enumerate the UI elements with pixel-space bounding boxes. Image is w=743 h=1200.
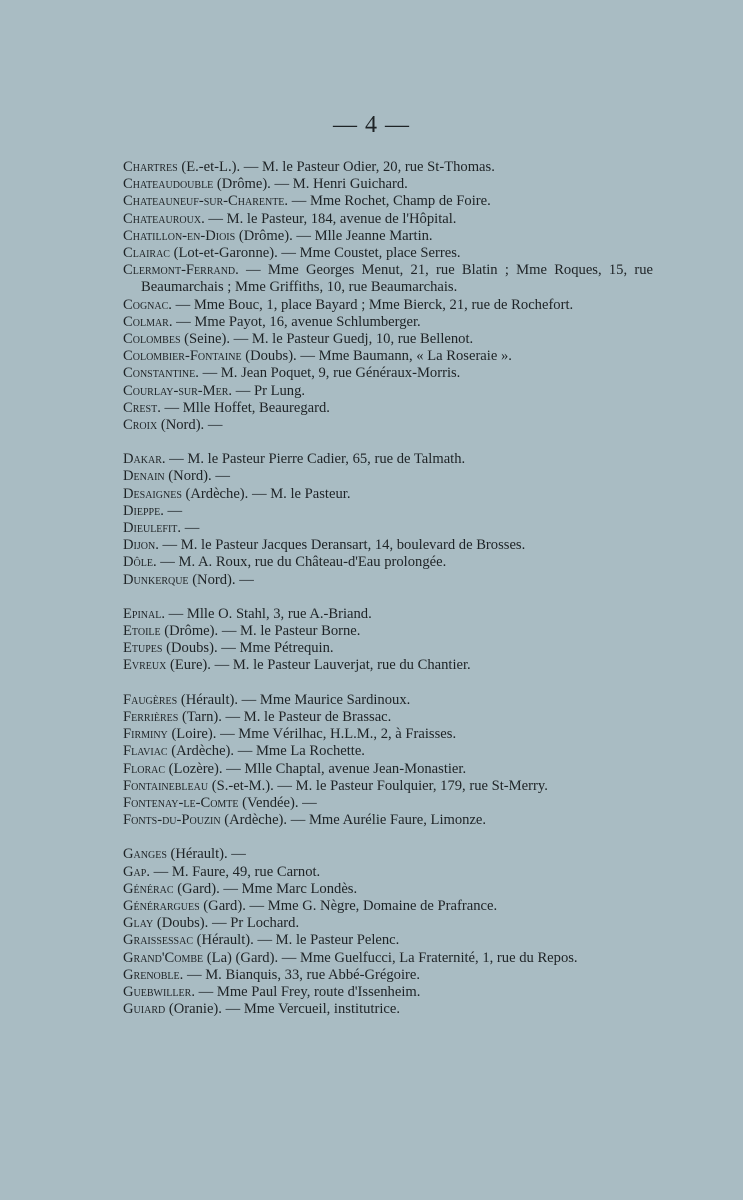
place-name: Flaviac (123, 743, 168, 760)
place-name: Fontainebleau (123, 777, 209, 794)
directory-entry (123, 1001, 653, 1018)
directory-entry (123, 795, 653, 812)
place-name: Dôle (123, 554, 153, 571)
directory-entry (123, 365, 653, 382)
entry-details: . — M. Faure, 49, rue Carnot. (146, 863, 321, 880)
page-number: — 4 — (333, 112, 410, 138)
directory-entry (123, 915, 653, 932)
directory-entry (123, 297, 653, 314)
place-name: Desaignes (123, 485, 182, 502)
directory-entry (123, 331, 653, 348)
entry-details: (Hérault). — (166, 846, 246, 863)
directory-entry (123, 503, 653, 520)
entry-details: (La) (Gard). — Mme Guelfucci, La Fraternité, 1, rue du Repos. (203, 949, 578, 966)
directory-entry (123, 468, 653, 485)
directory-entry (123, 726, 653, 743)
directory-entry (123, 950, 653, 967)
entry-details: . — Mlle Hoffet, Beauregard. (157, 399, 330, 416)
entry-details: (Doubs). — Mme Baumann, « La Roseraie ». (241, 348, 512, 365)
directory-entry (123, 159, 653, 176)
entry-details: (Loire). — Mme Vérilhac, H.L.M., 2, à Fraisses. (167, 726, 457, 743)
entry-details: (Oranie). — Mme Vercueil, institutrice. (165, 1001, 401, 1018)
directory-entry (123, 176, 653, 193)
entry-details: . — M. A. Roux, rue du Château-d'Eau prolongée. (152, 554, 447, 571)
entry-details: (Hérault). — M. le Pasteur Pelenc. (193, 932, 400, 949)
directory-entry (123, 537, 653, 554)
place-name: Ganges (123, 846, 167, 863)
directory-entry (123, 881, 653, 898)
entry-details: . — (177, 520, 200, 537)
place-name: Graissessac (123, 932, 194, 949)
entry-details: . — Pr Lung. (228, 382, 306, 399)
entry-details: (Nord). — (157, 417, 223, 434)
place-name: Clairac (123, 245, 170, 262)
place-name: Croix (123, 417, 158, 434)
directory-entry (123, 193, 653, 210)
entry-details: (Nord). — (188, 571, 254, 588)
entry-details: (Seine). — M. le Pasteur Guedj, 10, rue Bellenot. (180, 331, 474, 348)
entry-details: (Hérault). — Mme Maurice Sardinoux. (177, 691, 411, 708)
entry-details: . — Mme Bouc, 1, place Bayard ; Mme Bierck, 21, rue de Rochefort. (168, 296, 574, 313)
entry-details: (E.-et-L.). — M. le Pasteur Odier, 20, rue St-Thomas. (177, 159, 495, 175)
place-name: Clermont-Ferrand (123, 262, 236, 279)
entry-details: . — Mme Paul Frey, route d'Issenheim. (191, 983, 421, 1000)
place-name: Chateauroux (123, 210, 202, 227)
entry-details: . — M. le Pasteur Pierre Cadier, 65, rue de Talmath. (161, 451, 466, 468)
entry-details: . — Mme Rochet, Champ de Foire. (284, 193, 491, 210)
place-name: Grenoble (123, 966, 180, 983)
place-name: Colmar (123, 313, 169, 330)
place-name: Chatillon-en-Diois (123, 227, 236, 244)
place-name: Courlay-sur-Mer (123, 382, 229, 399)
place-name: Fonts-du-Pouzin (123, 812, 221, 829)
entry-details: (Vendée). — (238, 794, 317, 811)
place-name: Epinal (123, 605, 162, 622)
entry-details: . — Mlle O. Stahl, 3, rue A.-Briand. (161, 605, 372, 622)
directory-entry (123, 572, 653, 589)
place-name: Grand'Combe (123, 949, 204, 966)
entry-details: (Gard). — Mme Marc Londès. (173, 880, 358, 897)
place-name: Colombier-Fontaine (123, 348, 242, 365)
entry-details: (Nord). — (164, 468, 230, 485)
directory-entry (123, 211, 653, 228)
place-name: Etoile (123, 623, 161, 640)
place-name: Guiard (123, 1001, 166, 1018)
place-name: Etupes (123, 640, 163, 657)
directory-entry (123, 400, 653, 417)
entry-details: (Gard). — Mme G. Nègre, Domaine de Prafrance. (199, 897, 498, 914)
place-name: Crest (123, 399, 158, 416)
directory-entry (123, 846, 653, 863)
entry-details: . — Mme Payot, 16, avenue Schlumberger. (168, 313, 421, 330)
place-name: Générargues (123, 897, 200, 914)
place-name: Faugères (123, 691, 178, 708)
directory-entry (123, 314, 653, 331)
directory-entry (123, 640, 653, 657)
entry-details: (Ardèche). — Mme La Rochette. (167, 743, 365, 760)
place-name: Florac (123, 760, 166, 777)
directory-entry (123, 520, 653, 537)
place-name: Dakar (123, 451, 162, 468)
entry-details: (Lot-et-Garonne). — Mme Coustet, place Serres. (169, 245, 461, 262)
directory-entry (123, 967, 653, 984)
entry-details: (Ardèche). — M. le Pasteur. (181, 485, 351, 502)
place-name: Dunkerque (123, 571, 189, 588)
entry-details: . — (160, 502, 183, 519)
entry-details: (Tarn). — M. le Pasteur de Brassac. (178, 708, 392, 725)
directory-entry (123, 348, 653, 365)
directory-entry (123, 743, 653, 760)
directory-entry (123, 778, 653, 795)
directory-entry (123, 692, 653, 709)
directory-entry (123, 657, 653, 674)
directory-entry (123, 898, 653, 915)
entry-details: (S.-et-M.). — M. le Pasteur Foulquier, 179, rue St-Merry. (208, 777, 548, 794)
directory-group (123, 606, 653, 675)
directory-entry (123, 383, 653, 400)
place-name: Ferrières (123, 708, 179, 725)
entry-details: (Drôme). — Mlle Jeanne Martin. (235, 227, 433, 244)
entry-details: . — M. le Pasteur, 184, avenue de l'Hôpital. (201, 210, 457, 227)
place-name: Colombes (123, 331, 181, 348)
directory-group (123, 692, 653, 830)
place-name: Chateaudouble (123, 176, 214, 193)
entry-details: (Lozère). — Mlle Chaptal, avenue Jean-Monastier. (165, 760, 467, 777)
directory-entry (123, 606, 653, 623)
directory-entry (123, 417, 653, 434)
entry-details: (Ardèche). — Mme Aurélie Faure, Limonze. (220, 812, 487, 829)
place-name: Guebwiller (123, 983, 192, 1000)
directory-entry (123, 228, 653, 245)
directory-entry (123, 709, 653, 726)
place-name: Dieulefit (123, 520, 178, 537)
place-name: Générac (123, 880, 174, 897)
place-name: Evreux (123, 657, 167, 674)
entry-details: (Drôme). — M. le Pasteur Borne. (160, 623, 361, 640)
entry-details: . — M. Jean Poquet, 9, rue Généraux-Morris. (195, 365, 461, 382)
entry-details: (Doubs). — Pr Lochard. (153, 915, 300, 932)
directory-group (123, 451, 653, 589)
directory-entry (123, 932, 653, 949)
directory-entry (123, 554, 653, 571)
place-name: Dijon (123, 537, 156, 554)
entry-details: (Drôme). — M. Henri Guichard. (213, 176, 408, 193)
place-name: Chateauneuf-sur-Charente (123, 193, 285, 210)
directory-entry (123, 623, 653, 640)
directory-group (123, 159, 653, 434)
directory-entry (123, 812, 653, 829)
directory-group (123, 846, 653, 1018)
directory-entry (123, 864, 653, 881)
entry-details: . — Mme Georges Menut, 21, rue Blatin ; Mme Roques, 15, rue Beaumarchais ; Mme Griffiths, 10, rue Beaumarchais. (141, 262, 653, 296)
entry-details: . — M. Bianquis, 33, rue Abbé-Grégoire. (179, 966, 421, 983)
entry-details: . — M. le Pasteur Jacques Deransart, 14, boulevard de Brosses. (155, 537, 526, 554)
place-name: Gap (123, 863, 147, 880)
place-name: Dieppe (123, 502, 161, 519)
place-name: Cognac (123, 296, 169, 313)
place-name: Denain (123, 468, 165, 485)
directory-entry (123, 245, 653, 262)
directory-entry (123, 486, 653, 503)
place-name: Firminy (123, 726, 168, 743)
directory-entry (123, 451, 653, 468)
place-name: Glay (123, 915, 154, 932)
directory-list (123, 159, 653, 1035)
directory-entry (123, 262, 653, 296)
place-name: Constantine (123, 365, 196, 382)
place-name: Fontenay-le-Comte (123, 794, 239, 811)
directory-entry (123, 761, 653, 778)
directory-entry (123, 984, 653, 1001)
entry-details: (Eure). — M. le Pasteur Lauverjat, rue du Chantier. (166, 657, 471, 674)
entry-details: (Doubs). — Mme Pétrequin. (162, 640, 334, 657)
place-name: Chartres (123, 159, 178, 175)
